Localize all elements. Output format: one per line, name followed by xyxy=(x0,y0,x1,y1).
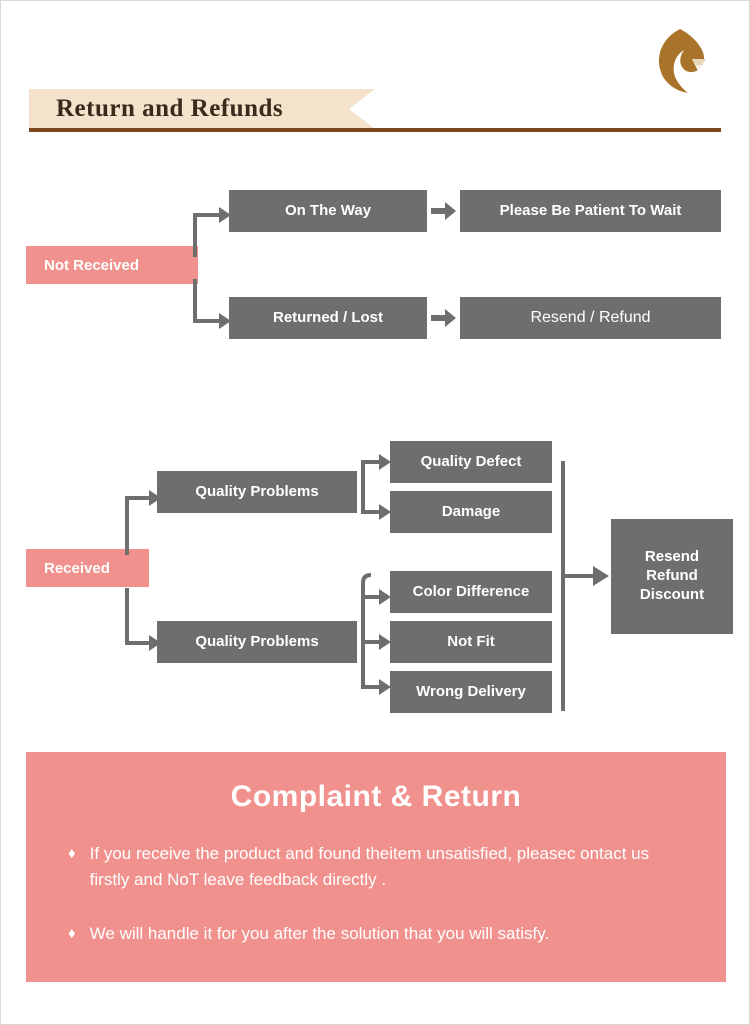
outcome-line-3: Discount xyxy=(639,585,705,603)
box-resend-refund: Resend / Refund xyxy=(460,297,721,339)
header-divider xyxy=(29,128,721,132)
list-item xyxy=(68,921,688,947)
box-returned-lost: Returned / Lost xyxy=(229,297,427,339)
page-title: Return and Refunds xyxy=(56,95,284,122)
elbow-arrow-down-icon xyxy=(189,277,233,339)
outcome-line-2: Refund xyxy=(646,567,698,585)
box-wrong-delivery: Wrong Delivery xyxy=(390,671,552,713)
branch-arrows-group1-icon xyxy=(361,451,393,531)
complaint-title: Complaint & Return xyxy=(230,780,522,813)
box-on-the-way: On The Way xyxy=(229,190,427,232)
box-outcome-resend-refund-discount xyxy=(611,519,733,634)
page-header xyxy=(1,1,750,151)
box-color-difference: Color Difference xyxy=(390,571,552,613)
collector-bracket-icon xyxy=(557,441,617,721)
bullet-icon: ♦ xyxy=(68,845,76,862)
box-damage: Damage xyxy=(390,491,552,533)
complaint-bullet-1: If you receive the product and found theitem unsatisfied, pleasec ontact us firstly and NoT leave feedback directly . xyxy=(89,844,650,889)
box-please-be-patient: Please Be Patient To Wait xyxy=(460,190,721,232)
box-quality-problems-2: Quality Problems xyxy=(157,621,357,663)
complaint-bullet-2: We will handle it for you after the solution that you will satisfy. xyxy=(89,924,550,943)
flow-label-not-received: Not Received xyxy=(26,246,198,284)
box-quality-problems-1: Quality Problems xyxy=(157,471,357,513)
arrow-right-icon xyxy=(431,201,457,221)
box-quality-defect: Quality Defect xyxy=(390,441,552,483)
box-not-fit: Not Fit xyxy=(390,621,552,663)
list-item xyxy=(68,841,688,893)
title-ribbon-tail xyxy=(349,89,375,129)
bullet-icon: ♦ xyxy=(68,925,76,942)
diamond-flame-logo-icon xyxy=(644,25,716,97)
elbow-arrow-up-icon xyxy=(189,197,233,259)
branch-arrows-group2-icon xyxy=(359,571,393,703)
arrow-right-icon xyxy=(431,308,457,328)
complaint-panel xyxy=(26,752,726,982)
outcome-line-1: Resend xyxy=(644,548,700,566)
flow-label-received: Received xyxy=(26,549,149,587)
